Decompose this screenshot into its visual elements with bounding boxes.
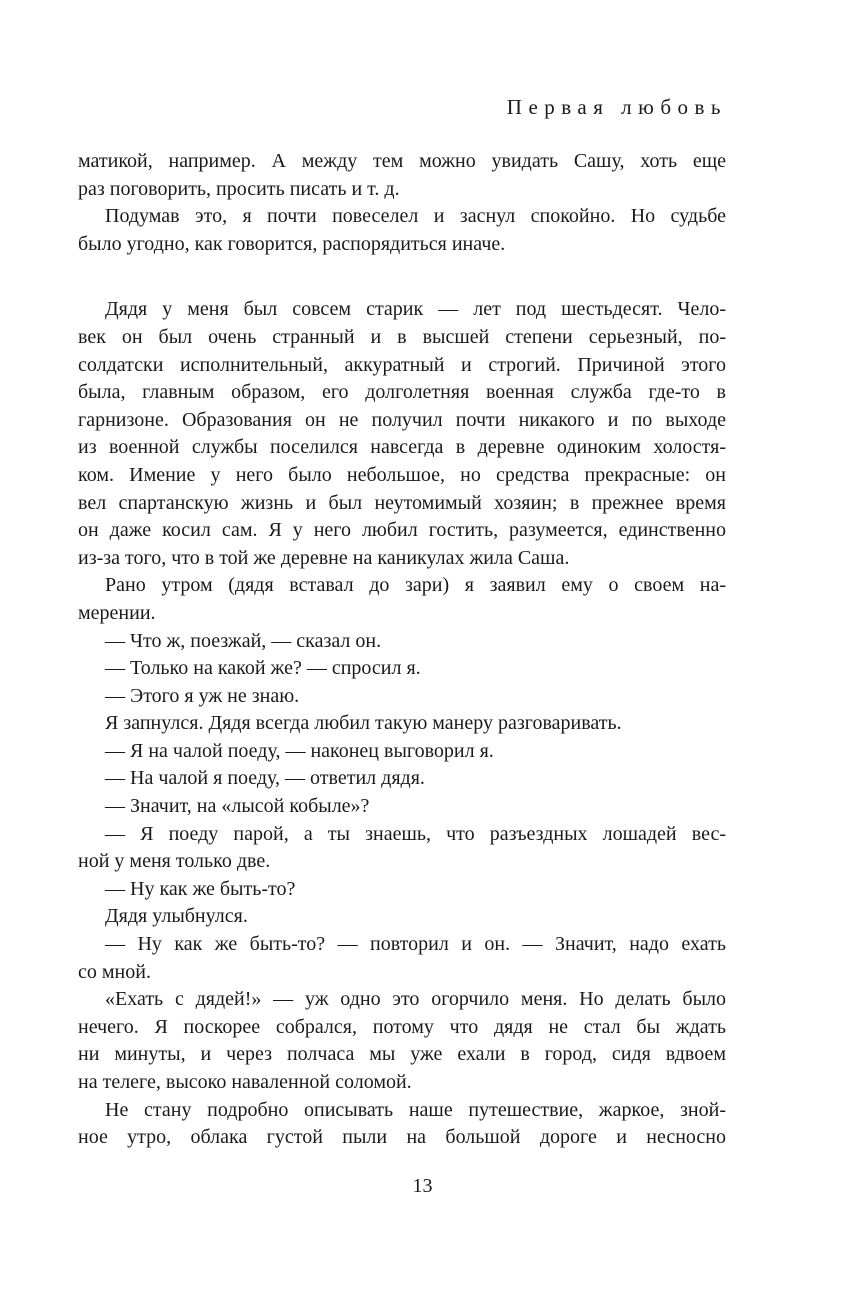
text-line: Не стану подробно описывать наше путешествие, жаркое, зной- bbox=[105, 1098, 726, 1121]
text-line: ни минуты, и через полчаса мы уже ехали в город, сидя вдвоем bbox=[78, 1043, 726, 1066]
text-line: — Что ж, поезжай, — сказал он. bbox=[105, 629, 382, 652]
section-break bbox=[78, 258, 726, 296]
text-line: Дядя улыбнулся. bbox=[105, 905, 248, 928]
text-line: из военной службы поселился навсегда в деревне одиноким холостя- bbox=[78, 436, 726, 459]
text-line: — Только на какой же? — спросил я. bbox=[105, 657, 421, 680]
paragraph bbox=[78, 765, 726, 793]
text-line: со мной. bbox=[78, 960, 151, 983]
text-line: Я запнулся. Дядя всегда любил такую манеру разговаривать. bbox=[105, 712, 622, 735]
text-line: нечего. Я поскорее собрался, потому что дядя не стал бы ждать bbox=[78, 1015, 726, 1038]
paragraph bbox=[78, 793, 726, 821]
paragraph bbox=[78, 683, 726, 711]
text-line: ное утро, облака густой пыли на большой дороге и несносно bbox=[78, 1126, 726, 1149]
paragraph bbox=[78, 148, 726, 203]
text-line: он даже косил сам. Я у него любил гостить, разумеется, единственно bbox=[78, 519, 726, 542]
text-line: «Ехать с дядей!» — уж одно это огорчило меня. Но делать было bbox=[105, 988, 726, 1011]
paragraph bbox=[78, 1097, 726, 1152]
text-line: раз поговорить, просить писать и т. д. bbox=[78, 177, 400, 200]
paragraph bbox=[78, 710, 726, 738]
text-line: ком. Имение у него было небольшое, но средства прекрасные: он bbox=[78, 463, 726, 486]
text-line: солдатски исполнительный, аккуратный и строгий. Причиной этого bbox=[78, 353, 726, 376]
text-line: — Значит, на «лысой кобыле»? bbox=[105, 795, 370, 818]
text-line: на телеге, высоко наваленной соломой. bbox=[78, 1071, 412, 1093]
text-line: ной у меня только две. bbox=[78, 850, 271, 873]
text-line: гарнизоне. Образования он не получил почти никакого и по выходе bbox=[78, 408, 726, 431]
text-line: было угодно, как говорится, распорядиться иначе. bbox=[78, 232, 506, 255]
text-line: — Я поеду парой, а ты знаешь, что разъездных лошадей вес- bbox=[105, 822, 726, 845]
paragraph bbox=[78, 296, 726, 572]
paragraph bbox=[78, 628, 726, 656]
paragraph bbox=[78, 903, 726, 931]
text-line: из-за того, что в той же деревне на каникулах жила Саша. bbox=[78, 546, 570, 569]
text-line: — Ну как же быть-то? bbox=[105, 877, 296, 900]
text-line: — Ну как же быть-то? — повторил и он. — Значит, надо ехать bbox=[105, 933, 726, 956]
paragraph bbox=[78, 876, 726, 904]
text-line: — Я на чалой поеду, — наконец выговорил я. bbox=[105, 739, 494, 762]
body-text bbox=[78, 148, 726, 1152]
text-line: век он был очень странный и в высшей степени серьезный, по- bbox=[78, 325, 726, 348]
text-line: была, главным образом, его долголетняя военная служба где-то в bbox=[78, 381, 726, 404]
text-line: Рано утром (дядя вставал до зари) я заявил ему о своем на- bbox=[105, 574, 726, 597]
paragraph bbox=[78, 572, 726, 627]
text-line: мерении. bbox=[78, 601, 156, 624]
paragraph bbox=[78, 821, 726, 876]
text-line: Подумав это, я почти повеселел и заснул спокойно. Но судьбе bbox=[105, 205, 726, 228]
paragraph bbox=[78, 931, 726, 986]
running-header: Первая любовь bbox=[506, 95, 727, 119]
paragraph bbox=[78, 986, 726, 1096]
text-line: Дядя у меня был совсем старик — лет под шестьдесят. Чело- bbox=[105, 298, 726, 321]
text-line: — На чалой я поеду, — ответил дядя. bbox=[105, 767, 425, 790]
text-section-before-break bbox=[78, 148, 726, 258]
paragraph bbox=[78, 203, 726, 258]
paragraph bbox=[78, 738, 726, 766]
text-line: — Этого я уж не знаю. bbox=[105, 684, 300, 707]
text-section-after-break bbox=[78, 296, 726, 1151]
paragraph bbox=[78, 655, 726, 683]
text-line: вел спартанскую жизнь и был неутомимый хозяин; в прежнее время bbox=[78, 491, 726, 514]
page-number: 13 bbox=[412, 1175, 433, 1197]
text-line: матикой, например. А между тем можно увидать Сашу, хоть еще bbox=[78, 150, 726, 172]
